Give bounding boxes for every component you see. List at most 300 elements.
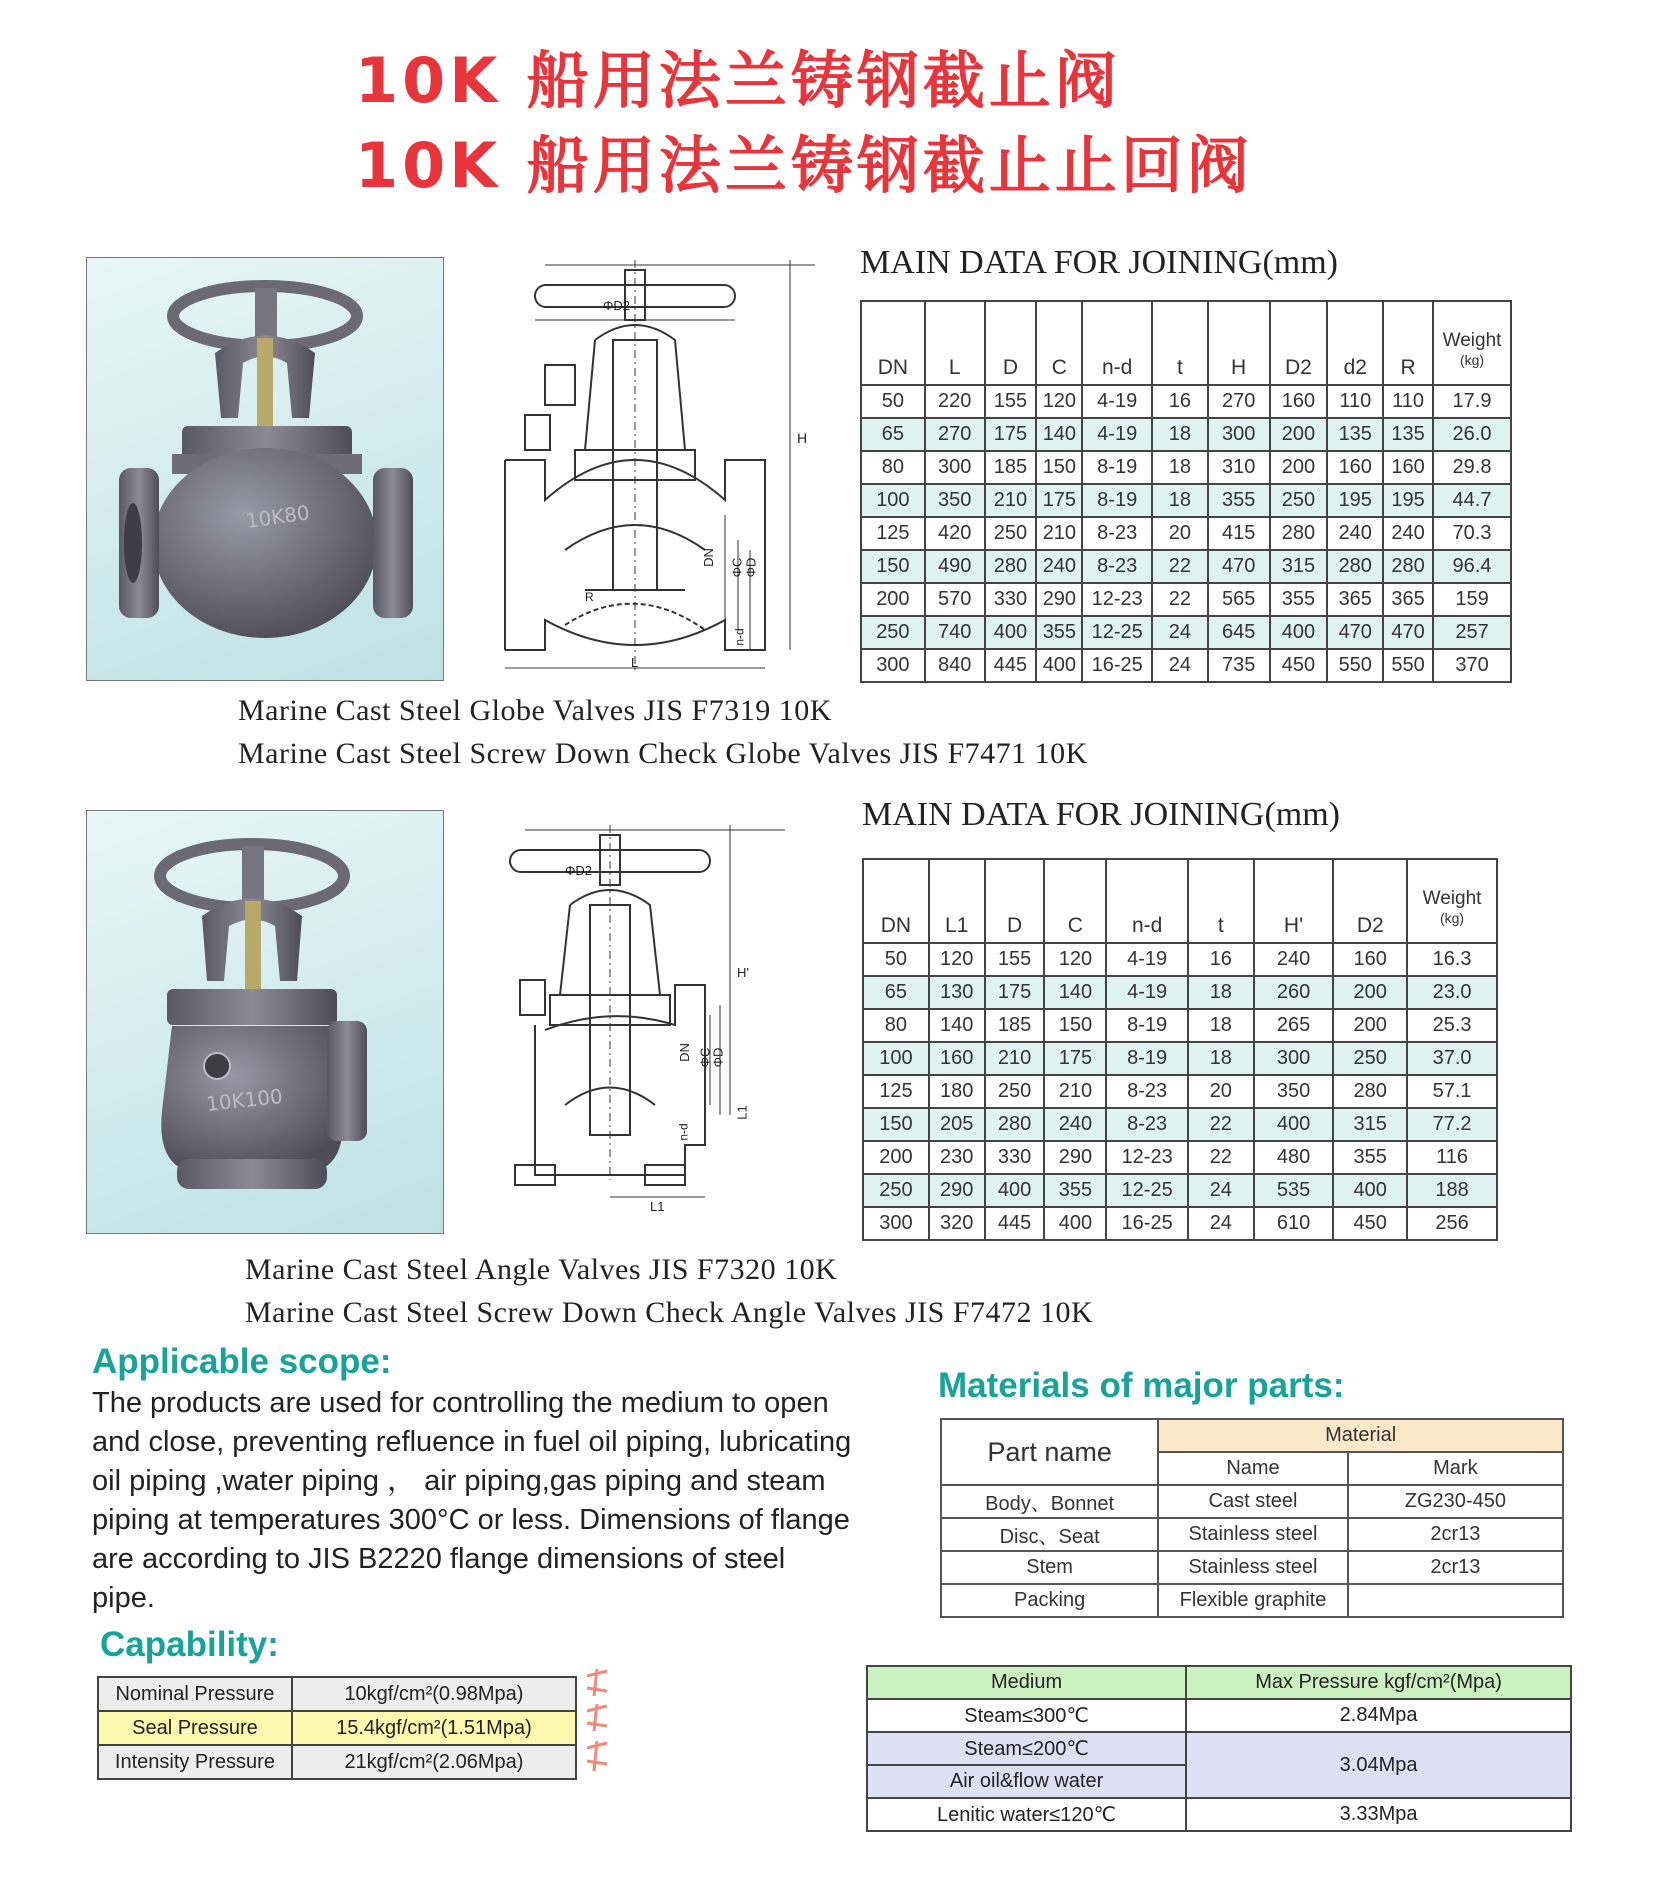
table-cell: 17.9 — [1433, 385, 1511, 418]
materials-cell: 2cr13 — [1348, 1518, 1563, 1551]
capability-value: 10kgf/cm²(0.98Mpa) — [292, 1677, 576, 1711]
col-header: D — [985, 301, 1037, 385]
table-cell: 150 — [1036, 451, 1082, 484]
table-cell: 250 — [985, 1075, 1045, 1108]
table-cell: 400 — [985, 1174, 1045, 1207]
table-cell: 188 — [1407, 1174, 1497, 1207]
globe-valve-photo — [86, 257, 444, 681]
table-cell: 16-25 — [1106, 1207, 1188, 1240]
table-cell: 77.2 — [1407, 1108, 1497, 1141]
table-cell: 400 — [1333, 1174, 1407, 1207]
table-cell: 8-23 — [1106, 1075, 1188, 1108]
table-cell: 26.0 — [1433, 418, 1511, 451]
medium-header-row — [867, 1666, 1571, 1699]
table-cell: 300 — [925, 451, 985, 484]
col-header-weight — [1433, 301, 1511, 385]
table-cell: 18 — [1152, 418, 1208, 451]
label-h2: H' — [737, 965, 749, 980]
medium-table — [866, 1665, 1572, 1832]
table-cell: 96.4 — [1433, 550, 1511, 583]
table-cell: 50 — [861, 385, 925, 418]
table-cell: 180 — [929, 1075, 985, 1108]
table-cell: 300 — [1254, 1042, 1334, 1075]
page-title-line-2: 10K 船用法兰铸钢截止止回阀 — [355, 129, 1253, 202]
table-cell: 200 — [1270, 451, 1328, 484]
table-cell: 250 — [985, 517, 1037, 550]
scope-heading: Applicable scope: — [92, 1342, 392, 1381]
table-cell: 565 — [1208, 583, 1270, 616]
materials-cell: Packing — [941, 1584, 1158, 1617]
table-row — [863, 1042, 1497, 1075]
table-cell: 240 — [1044, 1108, 1106, 1141]
angle-valve-drawing — [505, 815, 805, 1215]
col-header: n-d — [1082, 301, 1152, 385]
table-cell: 16.3 — [1407, 943, 1497, 976]
weight-unit: (kg) — [1439, 910, 1465, 926]
table-cell: 65 — [863, 976, 929, 1009]
col-header: H' — [1254, 859, 1334, 943]
table-cell: 160 — [1333, 943, 1407, 976]
table-cell: 400 — [1270, 616, 1328, 649]
table-cell: 490 — [925, 550, 985, 583]
table-cell: 445 — [985, 1207, 1045, 1240]
table-cell: 550 — [1383, 649, 1433, 682]
table-cell: 365 — [1327, 583, 1383, 616]
weight-label: Weight — [1442, 330, 1502, 351]
capability-heading: Capability: — [100, 1625, 279, 1664]
table-cell: 70.3 — [1433, 517, 1511, 550]
page-title-line-1: 10K 船用法兰铸钢截止阀 — [355, 44, 1121, 117]
table-cell: 80 — [863, 1009, 929, 1042]
table-cell: 120 — [929, 943, 985, 976]
table-cell: 18 — [1152, 451, 1208, 484]
table-cell: 200 — [1270, 418, 1328, 451]
col-header: H — [1208, 301, 1270, 385]
table-row — [861, 451, 1511, 484]
table-cell: 210 — [1036, 517, 1082, 550]
table-cell: 550 — [1327, 649, 1383, 682]
table-cell: 240 — [1254, 943, 1334, 976]
table-cell: 24 — [1152, 616, 1208, 649]
table-cell: 8-19 — [1082, 484, 1152, 517]
table-cell: 270 — [925, 418, 985, 451]
table-cell: 12-23 — [1106, 1141, 1188, 1174]
table-cell: 23.0 — [1407, 976, 1497, 1009]
table-cell: 280 — [1333, 1075, 1407, 1108]
table-cell: 420 — [925, 517, 985, 550]
table-cell: 280 — [985, 1108, 1045, 1141]
materials-cell: Flexible graphite — [1158, 1584, 1347, 1617]
capability-value: 15.4kgf/cm²(1.51Mpa) — [292, 1711, 576, 1745]
table-row — [861, 418, 1511, 451]
label-nd: n-d — [732, 628, 747, 646]
table-cell: 150 — [1044, 1009, 1106, 1042]
table-cell: 415 — [1208, 517, 1270, 550]
medium-row — [867, 1798, 1571, 1831]
svg-text:10K100: 10K100 — [205, 1084, 284, 1116]
table-cell: 610 — [1254, 1207, 1334, 1240]
caption1-line2: Marine Cast Steel Screw Down Check Globe Valves JIS F7471 10K — [238, 737, 1088, 770]
label-nd: n-d — [676, 1123, 691, 1141]
col-header: D2 — [1333, 859, 1407, 943]
table-cell: 8-23 — [1082, 517, 1152, 550]
pressure-col-header: Max Pressure kgf/cm²(Mpa) — [1186, 1666, 1571, 1699]
table-cell: 250 — [863, 1174, 929, 1207]
label-dn: DN — [676, 1043, 692, 1062]
table-row — [863, 1009, 1497, 1042]
table-cell: 8-19 — [1106, 1042, 1188, 1075]
table-row — [861, 484, 1511, 517]
table-row — [863, 976, 1497, 1009]
table-cell: 256 — [1407, 1207, 1497, 1240]
col-header: DN — [863, 859, 929, 943]
weight-unit: (kg) — [1459, 352, 1485, 368]
table-cell: 300 — [861, 649, 925, 682]
table-cell: 160 — [1327, 451, 1383, 484]
table-cell: 240 — [1327, 517, 1383, 550]
table-cell: 480 — [1254, 1141, 1334, 1174]
materials-cell: Cast steel — [1158, 1485, 1347, 1518]
table-cell: 155 — [985, 943, 1045, 976]
col-header: D — [985, 859, 1045, 943]
table-cell: 300 — [1208, 418, 1270, 451]
table-row — [863, 1141, 1497, 1174]
capability-value: 21kgf/cm²(2.06Mpa) — [292, 1745, 576, 1779]
table-cell: 110 — [1327, 385, 1383, 418]
table-cell: 65 — [861, 418, 925, 451]
mark-header: Mark — [1348, 1452, 1563, 1485]
table-cell: 16 — [1152, 385, 1208, 418]
table-cell: 470 — [1208, 550, 1270, 583]
table-cell: 355 — [1270, 583, 1328, 616]
table-cell: 470 — [1327, 616, 1383, 649]
medium-pressure: 3.04Mpa — [1186, 1732, 1571, 1798]
materials-cell: Stainless steel — [1158, 1551, 1347, 1584]
table-cell: 12-25 — [1106, 1174, 1188, 1207]
table-cell: 24 — [1188, 1207, 1254, 1240]
table-cell: 22 — [1152, 550, 1208, 583]
col-header: C — [1036, 301, 1082, 385]
table2-header-row — [863, 859, 1497, 943]
materials-heading: Materials of major parts: — [938, 1366, 1345, 1405]
table-cell: 175 — [1044, 1042, 1106, 1075]
table-cell: 175 — [985, 976, 1045, 1009]
table-cell: 365 — [1383, 583, 1433, 616]
col-header: n-d — [1106, 859, 1188, 943]
caption2-line1: Marine Cast Steel Angle Valves JIS F7320 10K — [245, 1253, 838, 1286]
table-cell: 330 — [985, 583, 1037, 616]
table-cell: 125 — [861, 517, 925, 550]
label-d2: ΦD2 — [603, 298, 630, 313]
table-cell: 18 — [1152, 484, 1208, 517]
table-cell: 355 — [1036, 616, 1082, 649]
table-row — [863, 1108, 1497, 1141]
table-row — [861, 385, 1511, 418]
table-cell: 18 — [1188, 1042, 1254, 1075]
medium-name: Steam≤200℃ — [867, 1732, 1186, 1765]
table-cell: 280 — [1383, 550, 1433, 583]
materials-row — [941, 1485, 1563, 1518]
table-cell: 290 — [1036, 583, 1082, 616]
col-header: t — [1188, 859, 1254, 943]
table-cell: 400 — [1036, 649, 1082, 682]
table-cell: 8-23 — [1082, 550, 1152, 583]
table-cell: 120 — [1044, 943, 1106, 976]
label-c: ΦC — [729, 557, 745, 578]
table-cell: 570 — [925, 583, 985, 616]
table-cell: 57.1 — [1407, 1075, 1497, 1108]
table-cell: 4-19 — [1106, 976, 1188, 1009]
label-d2: ΦD2 — [565, 863, 592, 878]
angle-valve-photo — [86, 810, 444, 1234]
table-cell: 135 — [1383, 418, 1433, 451]
table-cell: 260 — [1254, 976, 1334, 1009]
material-header: Material — [1158, 1419, 1563, 1452]
caption1-line1: Marine Cast Steel Globe Valves JIS F7319 10K — [238, 694, 832, 727]
table1-title: MAIN DATA FOR JOINING(mm) — [860, 244, 1338, 281]
table-cell: 400 — [1254, 1108, 1334, 1141]
table-cell: 100 — [861, 484, 925, 517]
table2-title: MAIN DATA FOR JOINING(mm) — [862, 796, 1340, 833]
table-cell: 200 — [861, 583, 925, 616]
table-row — [863, 943, 1497, 976]
table-row — [861, 550, 1511, 583]
medium-name: Lenitic water≤120℃ — [867, 1798, 1186, 1831]
table-cell: 130 — [929, 976, 985, 1009]
table-cell: 400 — [985, 616, 1037, 649]
materials-cell: Stem — [941, 1551, 1158, 1584]
table-cell: 110 — [1383, 385, 1433, 418]
col-header: C — [1044, 859, 1106, 943]
col-header: R — [1383, 301, 1433, 385]
table-cell: 470 — [1383, 616, 1433, 649]
capability-row — [98, 1677, 576, 1711]
table-cell: 116 — [1407, 1141, 1497, 1174]
table-cell: 29.8 — [1433, 451, 1511, 484]
table-cell: 445 — [985, 649, 1037, 682]
capability-row — [98, 1745, 576, 1779]
table-cell: 37.0 — [1407, 1042, 1497, 1075]
table-cell: 150 — [863, 1108, 929, 1141]
table-cell: 205 — [929, 1108, 985, 1141]
table-cell: 44.7 — [1433, 484, 1511, 517]
table-cell: 220 — [925, 385, 985, 418]
table-cell: 50 — [863, 943, 929, 976]
table-cell: 140 — [1036, 418, 1082, 451]
table-cell: 450 — [1270, 649, 1328, 682]
medium-col-header: Medium — [867, 1666, 1186, 1699]
label-r: R — [585, 590, 594, 604]
table-cell: 240 — [1036, 550, 1082, 583]
capability-table — [97, 1676, 577, 1780]
table-cell: 257 — [1433, 616, 1511, 649]
table-cell: 175 — [985, 418, 1037, 451]
table-cell: 18 — [1188, 976, 1254, 1009]
table-cell: 350 — [1254, 1075, 1334, 1108]
capability-label: Seal Pressure — [98, 1711, 292, 1745]
table-cell: 310 — [1208, 451, 1270, 484]
table-cell: 22 — [1188, 1108, 1254, 1141]
table-cell: 80 — [861, 451, 925, 484]
table-cell: 185 — [985, 1009, 1045, 1042]
medium-pressure: 3.33Mpa — [1186, 1798, 1571, 1831]
table-cell: 250 — [861, 616, 925, 649]
materials-cell — [1348, 1584, 1563, 1617]
table-cell: 290 — [1044, 1141, 1106, 1174]
table-cell: 8-19 — [1106, 1009, 1188, 1042]
table-cell: 22 — [1188, 1141, 1254, 1174]
label-d: ΦD — [710, 1047, 726, 1068]
materials-cell: Stainless steel — [1158, 1518, 1347, 1551]
table-cell: 240 — [1383, 517, 1433, 550]
scope-text: The products are used for controlling the medium to open and close, preventing refluence in fuel oil piping, lubricating oil piping ,water piping ， air piping,gas piping and steam piping at temperatures 300°C or less. Dimensions of flange are according to JIS B2220 flange dimensions of steel pipe. — [92, 1387, 852, 1614]
materials-row — [941, 1584, 1563, 1617]
capability-label: Nominal Pressure — [98, 1677, 292, 1711]
col-header: d2 — [1327, 301, 1383, 385]
table-cell: 160 — [1270, 385, 1328, 418]
table-cell: 300 — [863, 1207, 929, 1240]
materials-cell: 2cr13 — [1348, 1551, 1563, 1584]
svg-text:10K80: 10K80 — [244, 500, 312, 533]
materials-table — [940, 1418, 1564, 1618]
table-cell: 16-25 — [1082, 649, 1152, 682]
table-cell: 155 — [985, 385, 1037, 418]
table-cell: 250 — [1333, 1042, 1407, 1075]
part-name-header: Part name — [941, 1419, 1158, 1485]
table-row — [861, 649, 1511, 682]
table-cell: 25.3 — [1407, 1009, 1497, 1042]
table-cell: 355 — [1044, 1174, 1106, 1207]
table-cell: 280 — [985, 550, 1037, 583]
materials-header-row — [941, 1419, 1563, 1452]
table-cell: 140 — [1044, 976, 1106, 1009]
weight-label: Weight — [1422, 888, 1482, 909]
table-cell: 175 — [1036, 484, 1082, 517]
table-cell: 4-19 — [1082, 418, 1152, 451]
label-l1: L1 — [734, 1105, 750, 1120]
table-cell: 150 — [861, 550, 925, 583]
label-l1-bottom: L1 — [650, 1199, 665, 1214]
col-header: L1 — [929, 859, 985, 943]
table-row — [861, 517, 1511, 550]
table-cell: 160 — [929, 1042, 985, 1075]
table-cell: 350 — [925, 484, 985, 517]
table-row — [861, 583, 1511, 616]
table-cell: 265 — [1254, 1009, 1334, 1042]
table-cell: 12-25 — [1082, 616, 1152, 649]
table-row — [863, 1207, 1497, 1240]
table-cell: 20 — [1152, 517, 1208, 550]
materials-cell: Body、Bonnet — [941, 1485, 1158, 1518]
table-cell: 100 — [863, 1042, 929, 1075]
table-cell: 230 — [929, 1141, 985, 1174]
table-cell: 120 — [1036, 385, 1082, 418]
table-cell: 24 — [1188, 1174, 1254, 1207]
table-cell: 315 — [1270, 550, 1328, 583]
table-cell: 370 — [1433, 649, 1511, 682]
table-cell: 16 — [1188, 943, 1254, 976]
table-cell: 210 — [1044, 1075, 1106, 1108]
table-cell: 24 — [1152, 649, 1208, 682]
materials-row — [941, 1551, 1563, 1584]
label-d: ΦD — [743, 557, 759, 578]
table-cell: 200 — [1333, 1009, 1407, 1042]
table-cell: 125 — [863, 1075, 929, 1108]
table-cell: 160 — [1383, 451, 1433, 484]
table-cell: 840 — [925, 649, 985, 682]
table-cell: 200 — [863, 1141, 929, 1174]
table-cell: 320 — [929, 1207, 985, 1240]
capability-label: Intensity Pressure — [98, 1745, 292, 1779]
table-cell: 280 — [1327, 550, 1383, 583]
table-cell: 535 — [1254, 1174, 1334, 1207]
table-cell: 250 — [1270, 484, 1328, 517]
table-cell: 210 — [985, 484, 1037, 517]
table1-data — [860, 300, 1512, 683]
table-cell: 645 — [1208, 616, 1270, 649]
medium-name: Air oil&flow water — [867, 1765, 1186, 1798]
table-cell: 12-23 — [1082, 583, 1152, 616]
table-cell: 140 — [929, 1009, 985, 1042]
label-h: H — [797, 430, 808, 446]
table-cell: 450 — [1333, 1207, 1407, 1240]
col-header: L — [925, 301, 985, 385]
table-cell: 740 — [925, 616, 985, 649]
medium-pressure: 2.84Mpa — [1186, 1699, 1571, 1732]
label-l: L — [631, 655, 639, 670]
col-header-weight — [1407, 859, 1497, 943]
table-cell: 4-19 — [1106, 943, 1188, 976]
table-cell: 18 — [1188, 1009, 1254, 1042]
table-row — [861, 616, 1511, 649]
table-cell: 290 — [929, 1174, 985, 1207]
table-cell: 159 — [1433, 583, 1511, 616]
materials-cell: ZG230-450 — [1348, 1485, 1563, 1518]
table-cell: 355 — [1208, 484, 1270, 517]
table-cell: 185 — [985, 451, 1037, 484]
table-cell: 22 — [1152, 583, 1208, 616]
capability-row — [98, 1711, 576, 1745]
table-cell: 200 — [1333, 976, 1407, 1009]
caption2-line2: Marine Cast Steel Screw Down Check Angle Valves JIS F7472 10K — [245, 1296, 1094, 1329]
medium-row — [867, 1699, 1571, 1732]
table-cell: 735 — [1208, 649, 1270, 682]
medium-row — [867, 1732, 1571, 1765]
col-header: DN — [861, 301, 925, 385]
handwritten-marks — [582, 1666, 612, 1786]
label-dn: DN — [700, 548, 716, 567]
materials-cell: Disc、Seat — [941, 1518, 1158, 1551]
col-header: D2 — [1270, 301, 1328, 385]
table2-data — [862, 858, 1498, 1241]
table-cell: 20 — [1188, 1075, 1254, 1108]
table-cell: 270 — [1208, 385, 1270, 418]
table-cell: 315 — [1333, 1108, 1407, 1141]
table-row — [863, 1075, 1497, 1108]
table-cell: 210 — [985, 1042, 1045, 1075]
col-header: t — [1152, 301, 1208, 385]
table-cell: 8-19 — [1082, 451, 1152, 484]
table1-header-row — [861, 301, 1511, 385]
table-cell: 135 — [1327, 418, 1383, 451]
globe-valve-drawing — [485, 250, 830, 680]
table-cell: 8-23 — [1106, 1108, 1188, 1141]
table-cell: 195 — [1327, 484, 1383, 517]
medium-name: Steam≤300℃ — [867, 1699, 1186, 1732]
table-cell: 280 — [1270, 517, 1328, 550]
table-cell: 400 — [1044, 1207, 1106, 1240]
label-c: ΦC — [697, 1047, 713, 1068]
